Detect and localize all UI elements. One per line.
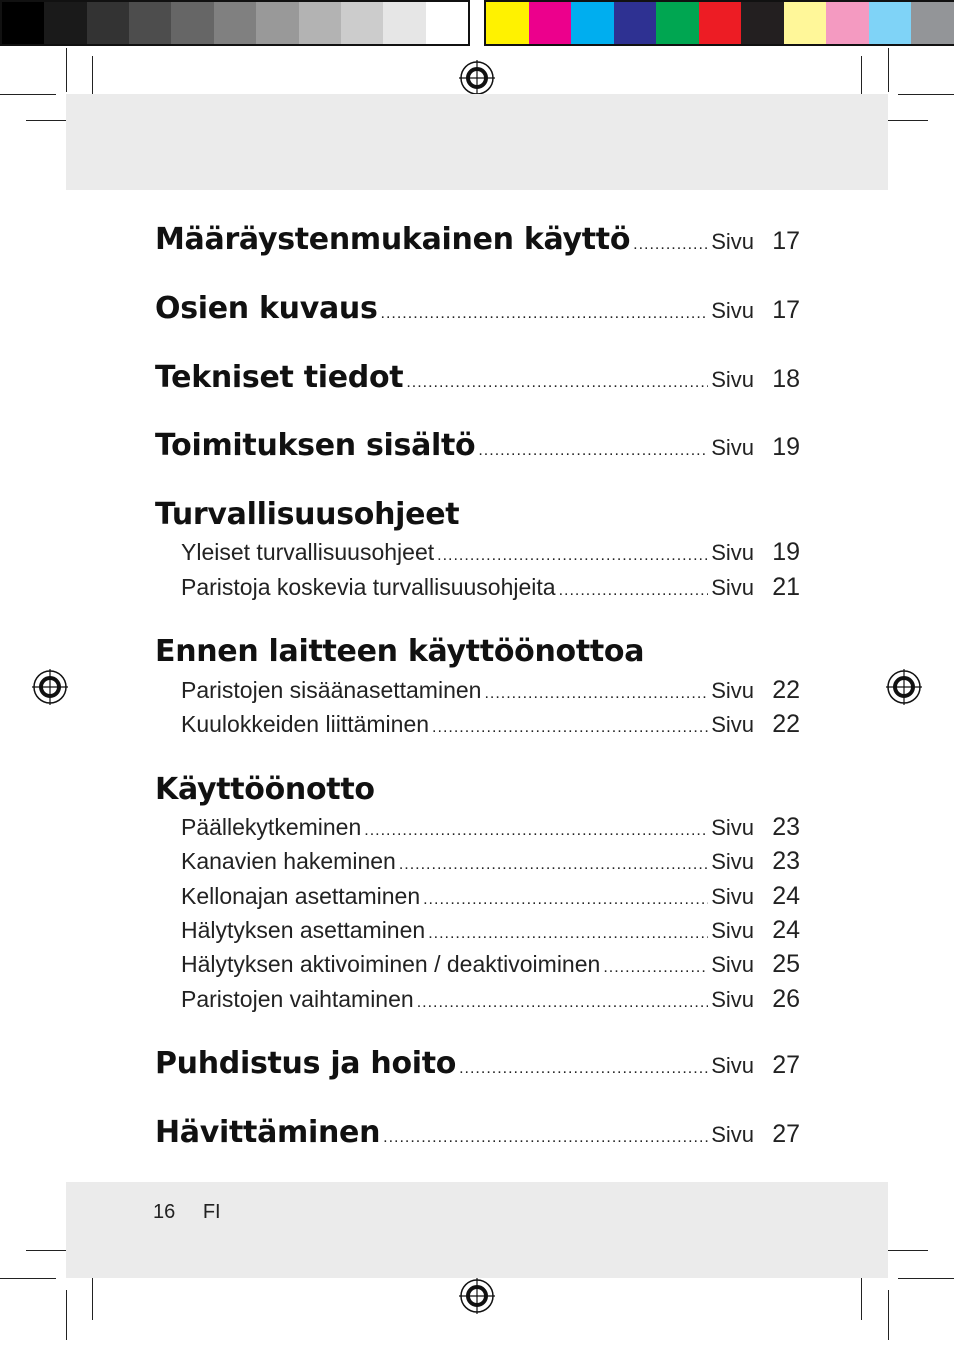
page-footer: [153, 1201, 243, 1224]
color-swatch: [656, 2, 699, 44]
leader-dots: [381, 305, 709, 323]
toc-entry[interactable]: [155, 222, 800, 257]
toc-subentry-title: Päällekytkeminen: [181, 814, 362, 840]
color-swatch: [784, 2, 827, 44]
header-band: [66, 94, 888, 190]
toc-subentry-title: Kellonajan asettaminen: [181, 883, 421, 909]
page-prefix: Sivu: [711, 918, 754, 943]
gray-swatch: [171, 2, 213, 44]
leader-dots: [399, 856, 708, 874]
toc-entry-title: Tekniset tiedot: [155, 360, 404, 395]
gray-swatch: [214, 2, 256, 44]
colorbar-gap: [470, 0, 484, 46]
crop-mark: [888, 1290, 889, 1340]
page-prefix: Sivu: [711, 435, 754, 460]
color-swatch: [741, 2, 784, 44]
section-heading[interactable]: Turvallisuusohjeet: [155, 497, 460, 532]
section-heading[interactable]: Käyttöönotto: [155, 772, 375, 807]
toc-entry-title: Osien kuvaus: [155, 291, 378, 326]
color-swatch: [486, 2, 529, 44]
registration-mark-icon: [32, 669, 68, 705]
leader-dots: [484, 685, 708, 703]
toc-subentry-title: Hälytyksen aktivoiminen / deaktivoiminen: [181, 951, 601, 977]
toc-subentry[interactable]: [181, 950, 800, 979]
footer-language-code: FI: [202, 1201, 221, 1223]
gray-swatch: [129, 2, 171, 44]
page-prefix: Sivu: [711, 849, 754, 874]
page-number: 26: [772, 985, 800, 1013]
color-calibration-bar: [484, 0, 954, 46]
toc-subentry-title: Hälytyksen asettaminen: [181, 917, 426, 943]
page-number: 24: [772, 916, 800, 944]
crop-mark: [882, 120, 928, 121]
page-prefix: Sivu: [711, 540, 754, 565]
page-number: 22: [772, 676, 800, 704]
toc-subentry[interactable]: [181, 847, 800, 876]
leader-dots: [423, 891, 708, 909]
leader-dots: [459, 1060, 708, 1078]
page-number: 17: [772, 296, 800, 324]
toc-entry-title: Määräystenmukainen käyttö: [155, 222, 631, 257]
leader-dots: [364, 822, 708, 840]
toc-entry[interactable]: [155, 291, 800, 326]
registration-mark-icon: [886, 669, 922, 705]
crop-mark: [0, 1278, 56, 1279]
leader-dots: [432, 719, 708, 737]
crop-mark: [898, 1278, 954, 1279]
color-swatch: [826, 2, 869, 44]
toc-subentry-title: Paristojen sisäänasettaminen: [181, 677, 482, 703]
page-number: 27: [772, 1051, 800, 1079]
page-number: 19: [772, 433, 800, 461]
grayscale-calibration-bar: [0, 0, 470, 46]
toc-subentry-title: Paristoja koskevia turvallisuusohjeita: [181, 574, 556, 600]
toc-subentry[interactable]: [181, 985, 800, 1014]
section-heading[interactable]: Ennen laitteen käyttöönottoa: [155, 634, 645, 669]
gray-swatch: [341, 2, 383, 44]
color-swatch: [571, 2, 614, 44]
gray-swatch: [426, 2, 468, 44]
page-number: 24: [772, 882, 800, 910]
leader-dots: [437, 547, 708, 565]
toc-entry-title: Toimituksen sisältö: [155, 428, 476, 463]
footer-band: [66, 1182, 888, 1278]
crop-mark: [882, 1250, 928, 1251]
page-number: 25: [772, 950, 800, 978]
crop-mark: [0, 94, 56, 95]
page-number: 19: [772, 538, 800, 566]
toc-entry[interactable]: [155, 1115, 800, 1150]
crop-mark: [898, 94, 954, 95]
registration-mark-icon: [459, 60, 495, 96]
gray-swatch: [383, 2, 425, 44]
footer-page-number: 16: [153, 1201, 176, 1223]
page-number: 17: [772, 227, 800, 255]
color-swatch: [869, 2, 912, 44]
crop-mark: [66, 48, 67, 92]
toc-entry[interactable]: [155, 360, 800, 395]
crop-mark: [66, 1290, 67, 1340]
page-number: 23: [772, 813, 800, 841]
toc-entry-title: Hävittäminen: [155, 1115, 381, 1150]
gray-swatch: [44, 2, 86, 44]
toc-subentry[interactable]: [181, 882, 800, 911]
color-swatch: [911, 2, 954, 44]
leader-dots: [603, 959, 708, 977]
toc-subentry-title: Yleiset turvallisuusohjeet: [181, 539, 435, 565]
leader-dots: [428, 925, 708, 943]
gray-swatch: [299, 2, 341, 44]
toc-subentry[interactable]: [181, 573, 800, 602]
color-swatch: [699, 2, 742, 44]
page-number: 21: [772, 573, 800, 601]
color-swatch: [614, 2, 657, 44]
crop-mark: [888, 48, 889, 92]
leader-dots: [559, 582, 709, 600]
toc-entry[interactable]: [155, 428, 800, 463]
page-prefix: Sivu: [711, 367, 754, 392]
page-prefix: Sivu: [711, 298, 754, 323]
page-prefix: Sivu: [711, 884, 754, 909]
color-swatch: [529, 2, 572, 44]
gray-swatch: [2, 2, 44, 44]
page-prefix: Sivu: [711, 1053, 754, 1078]
toc-subentry[interactable]: [181, 813, 800, 842]
page-number: 23: [772, 847, 800, 875]
leader-dots: [633, 236, 708, 254]
page-prefix: Sivu: [711, 575, 754, 600]
page-number: 22: [772, 710, 800, 738]
gray-swatch: [87, 2, 129, 44]
leader-dots: [478, 442, 708, 460]
toc-subentry-title: Kuulokkeiden liittäminen: [181, 711, 430, 737]
page-prefix: Sivu: [711, 987, 754, 1012]
toc-subentry[interactable]: [181, 916, 800, 945]
leader-dots: [383, 1129, 708, 1147]
gray-swatch: [256, 2, 298, 44]
toc-subentry[interactable]: [181, 710, 800, 739]
toc-subentry[interactable]: [181, 538, 800, 567]
page-prefix: Sivu: [711, 229, 754, 254]
page-number: 27: [772, 1120, 800, 1148]
page-prefix: Sivu: [711, 1122, 754, 1147]
toc-subentry-title: Kanavien hakeminen: [181, 848, 396, 874]
page-prefix: Sivu: [711, 712, 754, 737]
page-number: 18: [772, 365, 800, 393]
toc-subentry[interactable]: [181, 676, 800, 705]
page-prefix: Sivu: [711, 952, 754, 977]
toc-subentry-title: Paristojen vaihtaminen: [181, 986, 414, 1012]
registration-mark-icon: [459, 1278, 495, 1314]
toc-entry[interactable]: [155, 1046, 800, 1081]
leader-dots: [417, 994, 709, 1012]
page-prefix: Sivu: [711, 815, 754, 840]
leader-dots: [406, 374, 708, 392]
toc-entry-title: Puhdistus ja hoito: [155, 1046, 457, 1081]
page-prefix: Sivu: [711, 678, 754, 703]
